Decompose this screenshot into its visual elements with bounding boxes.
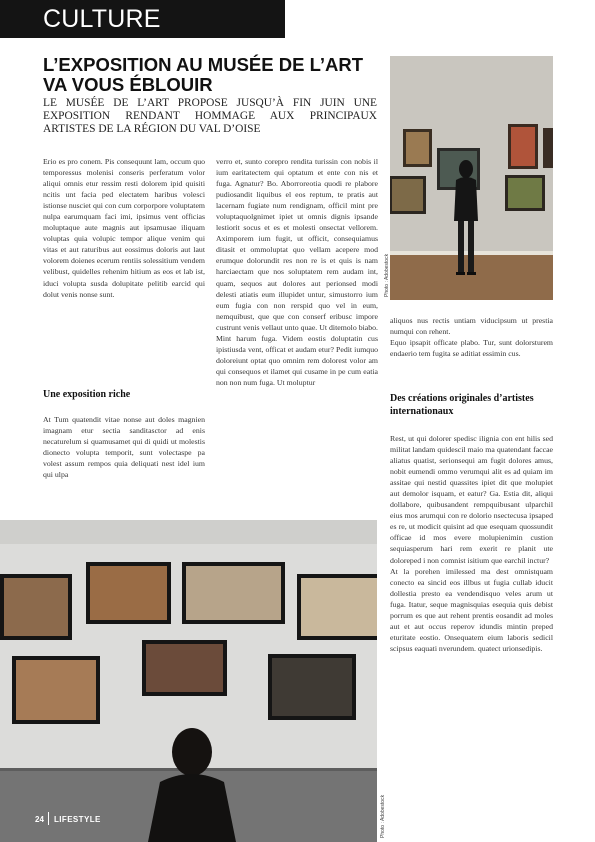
column-3-continued-text-1: Rest, ut qui dolorer spedisc ilignia con ent hilis sed militat landam quidescil maio ma quatendant faccae aliatus quatist, serionsequi am fugit dolores amus, nobit eumendi ommo verumqui alit es ad quiam im assitae qui nestid quassites ipiet dit que molupiet aut demolor isquam, et eatur? Ga. Estia dit, aliqui dollabore, quibusandent rempquibusant ulparchil eius mos arumqui con re dolorio nsectecusa ipsaped es re, ut modicit quisint ad que esequam quossundit officae id mos evere molupienimin custion sequiasperum hari rem exerit re planit ute doloreped i non comnist isitium que earchil inctur? <box>390 434 553 565</box>
subhead-exposition-riche: Une exposition riche <box>43 389 131 400</box>
photo-gallery-wall <box>0 520 377 842</box>
article-deck: LE MUSÉE DE L’ART PROPOSE JUSQU’À FIN JUIN UNE EXPOSITION RENDANT HOMMAGE AUX PRINCIPAUX ARTISTES DE LA RÉGION DU VAL D’OISE <box>43 97 377 135</box>
subhead-creations-originales: Des créations originales d’artistes internationaux <box>390 393 534 417</box>
article-headline: L’EXPOSITION AU MUSÉE DE L’ART VA VOUS ÉBLOUIR <box>43 54 364 95</box>
column-1-intro <box>43 156 205 300</box>
column-1-intro-text: Erio es pro conem. Pis consequunt lam, occum quo temporessus molenisi conseris perferatum volor aliqui omnis etur ressim resti dolorem ipid quisiti ncitis unt facia ped electatem haribus volesci istionse nusciet qui con cum corporpore voluptatem nulpa earumquam faci imi, ipsimus vent officias moluptaque aute magnis aut ipsamusae iliquam voluptas quia volupic tempor alique venim qui vitas et aut raturibus aut eossimus doloris aut laut volorem doienes ecerum rentiis solessitium vendem velibust, quidelles rehenim hitium as eos et lab ist, iduci volupta susda dolupitate pelitib earcid qui dolut venis nonse sunt. <box>43 157 205 299</box>
column-2-text: verro et, sunto corepro rendita turissin con nobis il ium earitatectem qui optatum et ente con nis et fuga. Agnatur? Bo. Aborroreotia quodi re plabore pudiosandit liquibus el eos reptum, te pratis aut lacernam fugiate num rendignam, officil mint pre voluptaquolgnimet ipiet ut omnis dignis ipsande lestiorit socus et es et molesti onsectat vellorem. Aximporem ium fugit, ut officit, consequiamus ditasit et ommoluptat quo vellam acepere mod erumque dolorundit res non re is et quis is nam harciaectam que nos soluptatem rem audam int, quam, sequos aut dolores aut perionsed modi delesti atiatis eum illupidet untur, simustorro ium eum fugia con non rerspid quo vel in eum, nemquibust, que que con conserf eribusc impore custrunt venis vellaut unto quae. Ut ditemolo biabo. Mint harum fuga. Videm eostis doluptatin cus ipistiusda vent, officat et audam etur? Pedit iumquo doloreiunt optat quo omnim rem dolorest volor am qui consequos et ilamet qui cusame in pe cum eatia non non num fuga. Ut moluptur <box>216 157 378 387</box>
column-3-continued-text-2: At la porehen imilessed ma dest omnistquam conecto ea sincid eos illbus ut fugia cullab iducit dollestia presto ea vendendisquo veles arum ut fuga. Itatur, seque magnisquias esequia quis debist porrum es que aut rehent prentis eosandit ad moles aut et aut occus reperov idundis mintin preped eturitate eostio. Onsequatem eium laboris sedicil scipsus eaquati nverundem. quatect urionsedipis. <box>390 566 553 653</box>
section-label: CULTURE <box>43 5 161 33</box>
photo-credit-top: Photo : Adobestock <box>384 253 390 297</box>
column-3-top-text: aliquos nus rectis untiam viducipsum ut prestia numqui con rehent. <box>390 316 553 337</box>
photo-credit-bottom: Photo : Adobestock <box>380 794 386 838</box>
column-2 <box>216 156 378 388</box>
footer-section: LIFESTYLE <box>54 815 101 824</box>
column-3-top <box>390 315 553 359</box>
footer-divider <box>48 812 49 825</box>
column-1-continued <box>43 414 205 480</box>
photo-woman-viewing-paintings <box>390 56 553 300</box>
column-1-continued-text: At Tum quatendit vitae nonse aut doles magnien imagnam etur sectia sanditasctor ad enis necaturelum si quamusamet qui di quidi ut molestis dionecto volupta temporit, sunt volectaspe pa volest assum rempos quia deliquati nest idel ium qui ulpa <box>43 415 205 480</box>
page-number: 24 <box>35 815 44 824</box>
column-3-top-text-2: Equo ipsapit officate plabo. Tur, sunt dolorsturem endaerio tem fugita se aditiat essimin cus. <box>390 338 553 359</box>
column-3-continued <box>390 433 553 654</box>
